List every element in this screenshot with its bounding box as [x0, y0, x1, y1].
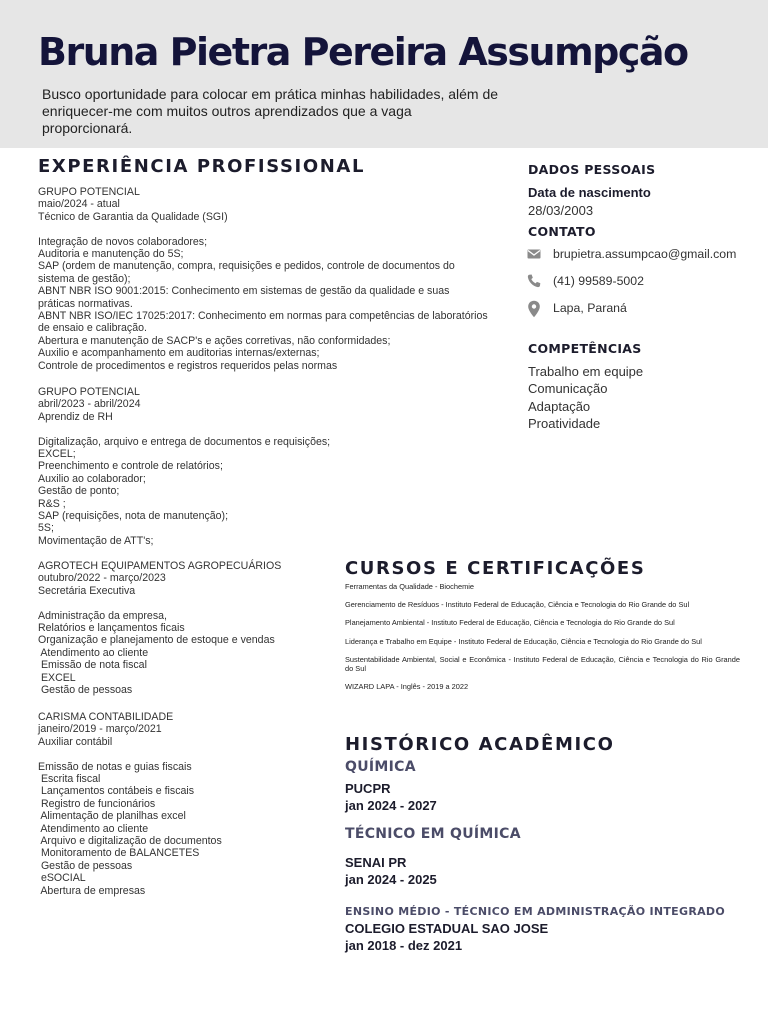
job-task: EXCEL; — [38, 448, 76, 461]
job-period: abril/2023 - abril/2024 — [38, 398, 141, 411]
job-task: Digitalização, arquivo e entrega de documentos e requisições; — [38, 435, 331, 448]
job-company: CARISMA CONTABILIDADE — [38, 711, 174, 723]
skill-item: Proatividade — [528, 416, 601, 432]
contact-title: CONTATO — [528, 224, 596, 239]
job-task: Movimentação de ATT's; — [38, 534, 154, 547]
header-band — [0, 0, 768, 148]
contact-email[interactable] — [526, 245, 736, 263]
job-task: Atendimento ao cliente — [38, 646, 149, 659]
job-task: Controle de procedimentos e registros requeridos pelas normas — [38, 359, 338, 372]
job-task: Emissão de nota fiscal — [38, 659, 147, 672]
phone-icon — [526, 273, 542, 289]
academic-entry — [345, 781, 437, 814]
academic-course: QUÍMICA — [345, 759, 416, 775]
course-item: WIZARD LAPA - Inglês - 2019 a 2022 — [345, 681, 469, 691]
job-role: Auxiliar contábil — [38, 735, 113, 748]
academic-school: PUCPR — [345, 781, 391, 796]
job-company: AGROTECH EQUIPAMENTOS AGROPECUÁRIOS — [38, 560, 282, 572]
job-company: GRUPO POTENCIAL — [38, 386, 140, 398]
academic-school: COLEGIO ESTADUAL SAO JOSE — [345, 921, 549, 936]
course-item: Gerenciamento de Resíduos - Instituto Federal de Educação, Ciência e Tecnologia do Rio Grande do Sul — [345, 600, 690, 610]
job-task: SAP (requisições, nota de manutenção); — [38, 510, 229, 523]
job-task: Emissão de notas e guias fiscais — [38, 760, 192, 773]
location-text: Lapa, Paraná — [553, 301, 627, 315]
job-entry — [38, 386, 488, 547]
job-task: 5S; — [38, 522, 54, 535]
contact-phone[interactable] — [526, 272, 644, 290]
job-task: Preenchimento e controle de relatórios; — [38, 460, 223, 473]
skill-item: Trabalho em equipe — [528, 364, 644, 379]
job-task: Auxilio e acompanhamento em auditorias internas/externas; — [38, 347, 320, 360]
skill-item: Comunicação — [528, 381, 608, 397]
job-task: Abertura e manutenção de SACP's e ações corretivas, não conformidades; — [38, 334, 391, 347]
mail-icon — [526, 246, 542, 262]
job-task: Auditoria e manutenção do 5S; — [38, 248, 184, 261]
job-period: maio/2024 - atual — [38, 198, 120, 211]
candidate-name: Bruna Pietra Pereira Assumpção — [38, 30, 688, 74]
academic-period: jan 2018 - dez 2021 — [345, 937, 463, 953]
personal-data-title: DADOS PESSOAIS — [528, 162, 656, 177]
job-period: janeiro/2019 - março/2021 — [38, 723, 162, 736]
academic-period: jan 2024 - 2025 — [345, 871, 437, 887]
job-task: Integração de novos colaboradores; — [38, 235, 208, 248]
job-task: Escrita fiscal — [38, 773, 101, 786]
job-task: Organização e planejamento de estoque e vendas — [38, 634, 275, 647]
job-task: eSOCIAL — [38, 872, 86, 885]
job-task: Atendimento ao cliente — [38, 822, 149, 835]
location-pin-icon — [526, 300, 542, 316]
skills-title: COMPETÊNCIAS — [528, 341, 642, 356]
job-entry — [38, 186, 488, 372]
job-role: Aprendiz de RH — [38, 410, 113, 423]
job-role: Secretária Executiva — [38, 584, 136, 597]
academic-course: TÉCNICO EM QUÍMICA — [345, 826, 521, 842]
job-task: Gestão de pessoas — [38, 684, 133, 697]
job-task: EXCEL — [38, 671, 76, 684]
job-task: Lançamentos contábeis e fiscais — [38, 785, 195, 798]
academic-school: SENAI PR — [345, 855, 407, 870]
job-task: SAP (ordem de manutenção, compra, requisições e pedidos, controle de documentos do sistema de gestão); — [38, 260, 455, 285]
phone-text: (41) 99589-5002 — [553, 274, 644, 288]
academic-period: jan 2024 - 2027 — [345, 797, 437, 813]
academic-course: ENSINO MÉDIO - TÉCNICO EM ADMINISTRAÇÃO INTEGRADO — [345, 905, 725, 918]
contact-location — [526, 299, 627, 317]
job-task: Alimentação de planilhas excel — [38, 810, 186, 823]
job-task: Monitoramento de BALANCETES — [38, 847, 200, 860]
academic-entry — [345, 921, 548, 954]
skill-item: Adaptação — [528, 398, 591, 414]
job-task: Gestão de ponto; — [38, 485, 120, 498]
course-item: Liderança e Trabalho em Equipe - Instituto Federal de Educação, Ciência e Tecnologia do Rio Grande do Sul — [345, 636, 702, 646]
job-task: Gestão de pessoas — [38, 859, 133, 872]
courses-list — [345, 582, 740, 700]
job-task: R&S ; — [38, 497, 66, 510]
course-item: Planejamento Ambiental - Instituto Federal de Educação, Ciência e Tecnologia do Rio Grande do Sul — [345, 618, 675, 628]
job-task: Registro de funcionários — [38, 797, 156, 810]
job-task: ABNT NBR ISO 9001:2015: Conhecimento em sistemas de gestão da qualidade e suas práticas normativas. — [38, 285, 450, 310]
academic-entry — [345, 855, 437, 888]
email-text: brupietra.assumpcao@gmail.com — [553, 247, 737, 261]
objective-text: Busco oportunidade para colocar em prática minhas habilidades, além de enriquecer-me com muitos outros aprendizados que a vaga proporcionará. — [42, 86, 499, 136]
job-period: outubro/2022 - março/2023 — [38, 572, 166, 585]
job-task: Administração da empresa, — [38, 609, 167, 622]
job-task: Arquivo e digitalização de documentos — [38, 835, 222, 848]
course-item: Ferramentas da Qualidade - Biochemie — [345, 582, 474, 591]
job-task: Auxilio ao colaborador; — [38, 472, 146, 485]
skills-list — [528, 363, 643, 433]
courses-title: CURSOS E CERTIFICAÇÕES — [345, 558, 646, 579]
experience-title: EXPERIÊNCIA PROFISSIONAL — [38, 156, 366, 177]
job-company: GRUPO POTENCIAL — [38, 186, 140, 198]
job-task: Abertura de empresas — [38, 884, 146, 897]
course-item: Sustentabilidade Ambiental, Social e Econômica - Instituto Federal de Educação, Ciência e Tecnologia do Rio Grande do Sul — [345, 654, 740, 673]
job-task: Relatórios e lançamentos ficais — [38, 622, 185, 635]
dob-value: 28/03/2003 — [528, 203, 594, 218]
dob-label: Data de nascimento — [528, 185, 651, 200]
job-task: ABNT NBR ISO/IEC 17025:2017: Conhecimento em normas para competências de laboratórios de ensaio e calibração. — [38, 310, 488, 335]
academic-title: HISTÓRICO ACADÊMICO — [345, 734, 615, 755]
job-role: Técnico de Garantia da Qualidade (SGI) — [38, 210, 228, 223]
